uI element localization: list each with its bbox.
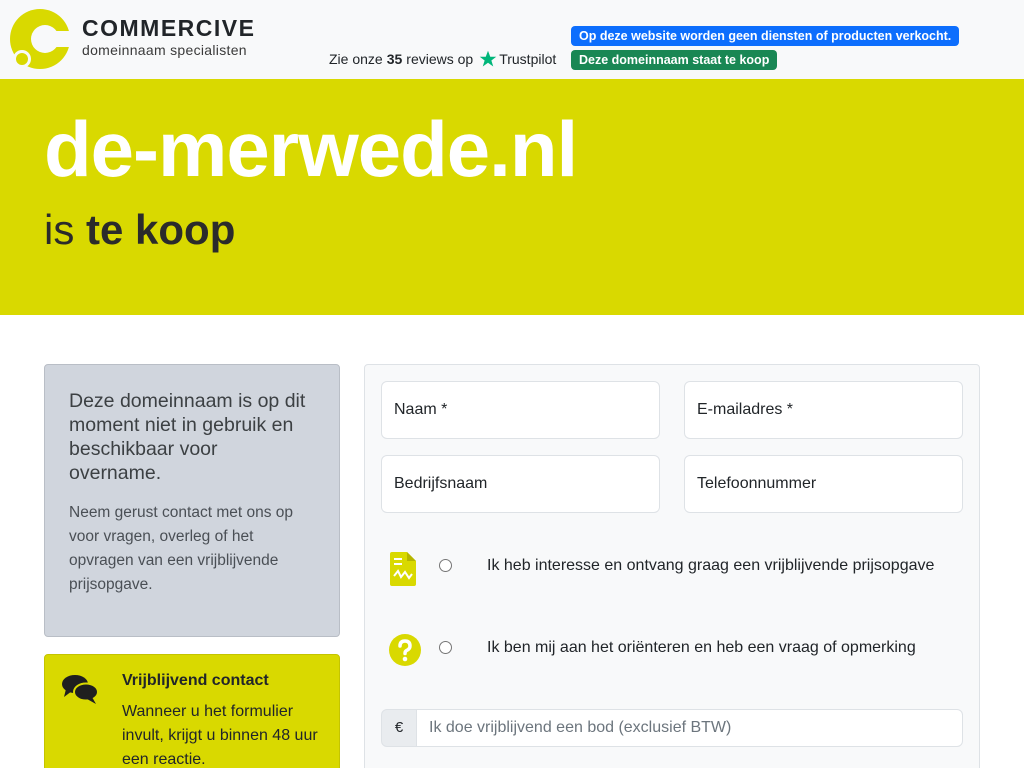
reviews-prefix: Zie onze (329, 51, 383, 67)
hero-banner (0, 79, 1024, 315)
for-sale-subtitle (44, 205, 235, 255)
for-sale-badge: Deze domeinnaam staat te koop (571, 50, 777, 70)
no-sales-notice-badge: Op deze website worden geen diensten of producten verkocht. (571, 26, 959, 46)
info-card (44, 364, 340, 637)
currency-symbol: € (381, 709, 417, 747)
contact-title: Vrijblijvend contact (122, 672, 269, 689)
email-input[interactable] (684, 381, 963, 439)
trustpilot-star-icon (479, 50, 497, 68)
subtitle-bold: te koop (86, 206, 236, 253)
question-circle-icon (389, 634, 421, 666)
domain-title: de-merwede.nl (44, 105, 578, 193)
document-invoice-icon (389, 552, 417, 586)
reviews-suffix: reviews op (406, 51, 474, 67)
top-header (0, 0, 1024, 79)
info-title: Deze domeinnaam is op dit moment niet in gebruik en beschikbaar voor overname. (69, 390, 306, 484)
option-question-label[interactable]: Ik ben mij aan het oriënteren en heb een vraag of opmerking (487, 639, 916, 656)
trustpilot-label: Trustpilot (499, 51, 557, 67)
bid-input[interactable] (417, 709, 963, 747)
name-input[interactable] (381, 381, 660, 439)
brand-tagline: domeinnaam specialisten (82, 42, 247, 58)
option-interest-radio[interactable] (439, 559, 452, 572)
subtitle-prefix: is (44, 206, 75, 253)
info-text: Neem gerust contact met ons op voor vragen, overleg of het opvragen van een vrijblijvende prijsopgave. (69, 504, 294, 593)
contact-card (44, 654, 340, 768)
commercive-logo-icon[interactable] (8, 7, 72, 71)
reviews-count: 35 (386, 51, 403, 67)
contact-text: Wanneer u het formulier invult, krijgt u binnen 48 uur een reactie. (122, 703, 318, 768)
contact-form (364, 364, 980, 768)
phone-input[interactable] (684, 455, 963, 513)
trustpilot-reviews-link[interactable] (329, 50, 556, 68)
chat-bubbles-icon (61, 673, 99, 705)
bid-input-group (381, 709, 963, 747)
option-interest-label[interactable]: Ik heb interesse en ontvang graag een vrijblijvende prijsopgave (487, 557, 935, 574)
company-input[interactable] (381, 455, 660, 513)
option-question-radio[interactable] (439, 641, 452, 654)
brand-name[interactable]: COMMERCIVE (82, 15, 256, 41)
